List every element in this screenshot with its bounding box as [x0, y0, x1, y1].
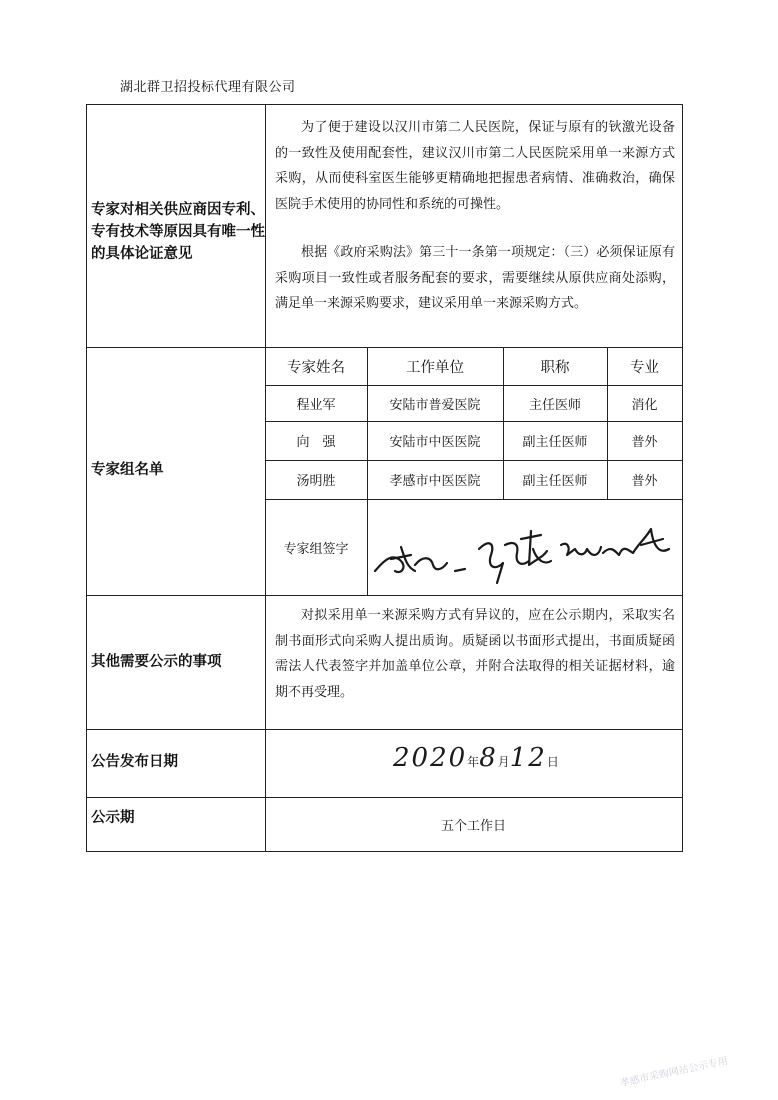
date-day: 12 [509, 743, 547, 773]
expert-opinion-paragraph-1: 为了便于建设以汉川市第二人民医院，保证与原有的钬激光设备的一致性及使用配套性，建议汉川市第二人民医院采用单一来源方式采购，从而使科室医生能够更精确地把握患者病情、准确救治，确保医院手术使用的协同性和系统的可操性。 [275, 120, 675, 212]
expert-name: 向 强 [296, 435, 336, 450]
expert-list-label: 专家组名单 [91, 462, 164, 478]
date-day-unit: 日 [546, 755, 559, 769]
expert-opinion-paragraph-2: 根据《政府采购法》第三十一条第一项规定：（三）必须保证原有采购项目一致性或者服务配套的要求，需要继续从原供应商处添购，满足单一来源采购要求，建议采用单一来源采购方式。 [275, 245, 675, 311]
expert-title: 副主任医师 [522, 474, 588, 489]
date-year: 2020 [393, 743, 468, 773]
expert-name: 程业军 [296, 397, 336, 413]
expert-work-unit: 安陆市中医医院 [389, 435, 481, 450]
watermark-text: 孝感市采购网站公示专用 [619, 1055, 729, 1090]
expert-work-unit: 孝感市中医医院 [389, 474, 481, 489]
expert-work-unit: 安陆市普爱医院 [389, 397, 481, 413]
date-month: 8 [479, 743, 498, 773]
publicity-period-label: 公示期 [91, 810, 135, 826]
expert-specialty: 消化 [631, 397, 658, 413]
header-expert-name: 专家姓名 [287, 359, 345, 376]
agency-name: 湖北群卫招投标代理有限公司 [120, 80, 296, 95]
header-specialty: 专业 [630, 359, 659, 376]
expert-title: 副主任医师 [522, 435, 588, 450]
date-year-unit: 年 [467, 755, 480, 769]
publish-date-value [393, 743, 559, 773]
header-title: 职称 [540, 359, 570, 376]
header-work-unit: 工作单位 [406, 359, 464, 376]
date-month-unit: 月 [497, 755, 510, 769]
expert-specialty: 普外 [631, 435, 658, 450]
other-matters-text: 对拟采用单一来源采购方式有异议的，应在公示期内，采取实名制书面形式向采购人提出质询。质疑函以书面形式提出，书面质疑函需法人代表签字并加盖单位公章，并附合法取得的相关证据材料，逾期不再受理。 [275, 608, 675, 700]
expert-opinion-label: 专家对相关供应商因专利、专有技术等原因具有唯一性的具体论证意见 [91, 202, 265, 262]
other-matters-label: 其他需要公示的事项 [91, 654, 222, 670]
expert-name: 汤明胜 [296, 474, 336, 489]
publish-date-label: 公告发布日期 [91, 754, 178, 770]
expert-title: 主任医师 [528, 397, 581, 413]
signature-label: 专家组签字 [283, 541, 349, 557]
publicity-period-value: 五个工作日 [440, 818, 506, 834]
announcement-table [86, 104, 683, 852]
handwritten-signatures [371, 505, 679, 591]
expert-specialty: 普外 [631, 474, 658, 489]
